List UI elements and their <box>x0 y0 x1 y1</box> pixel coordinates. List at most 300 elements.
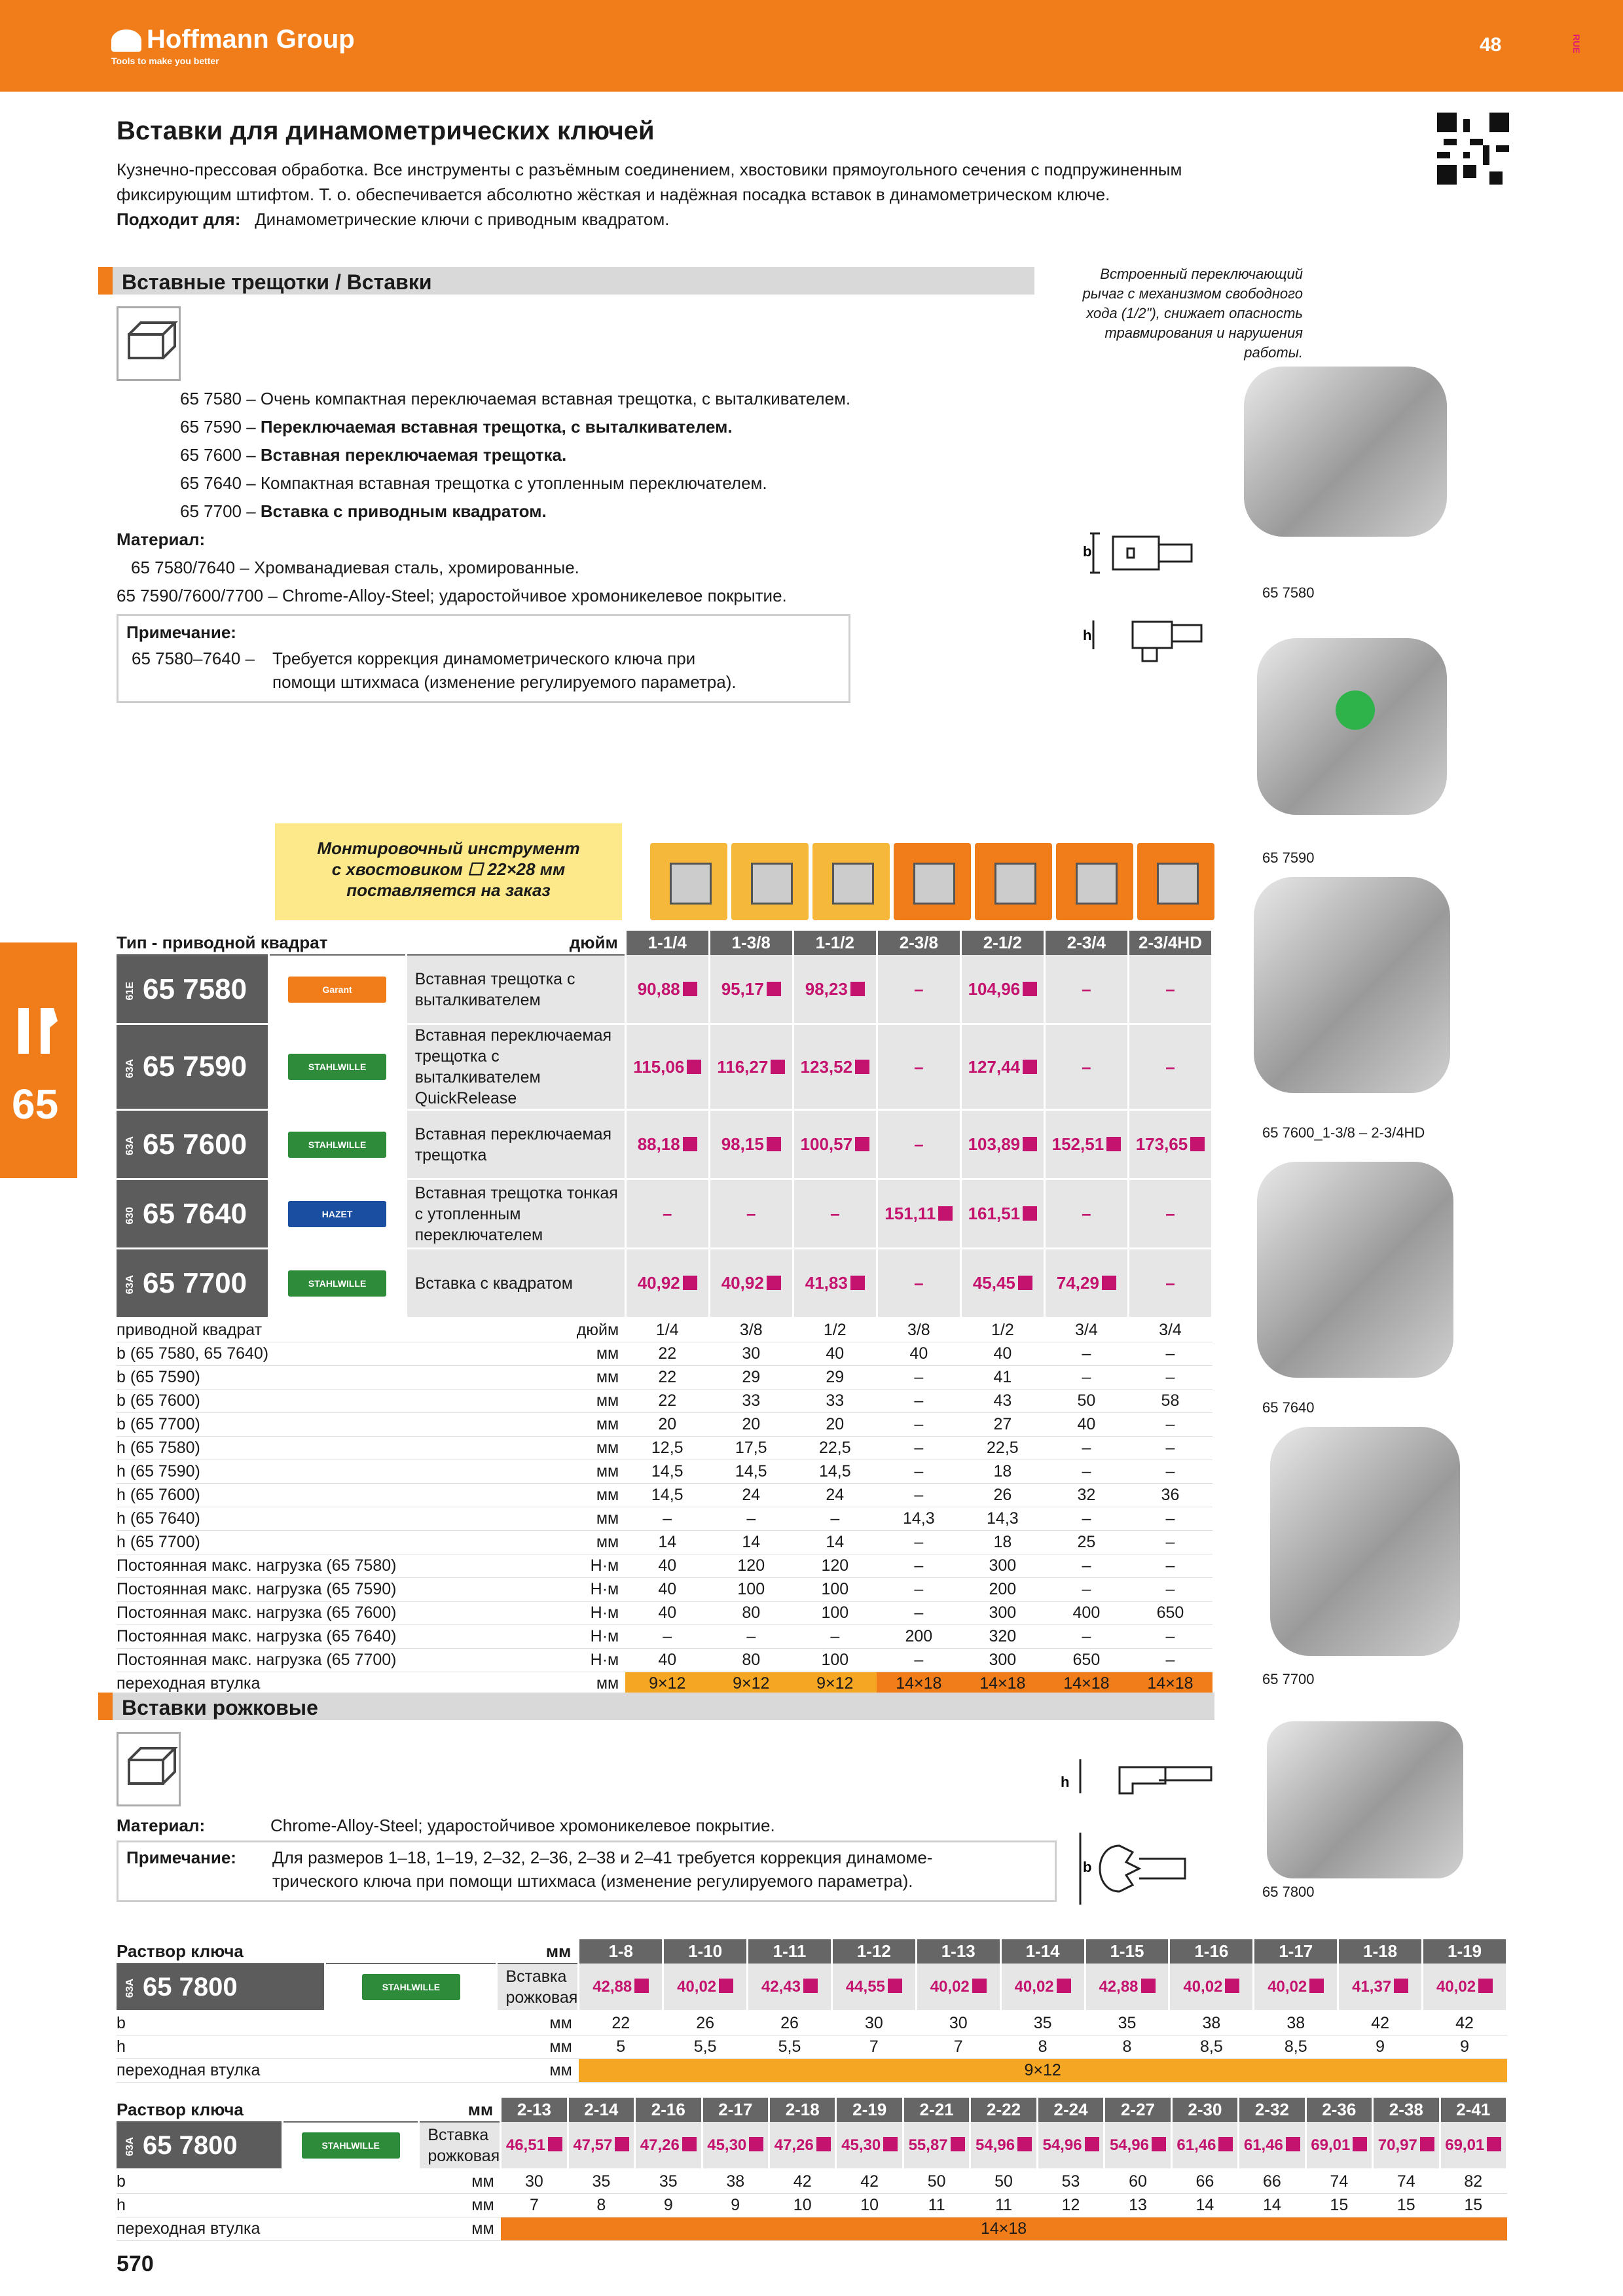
logo-icon <box>111 29 141 52</box>
type-swatch <box>1056 843 1133 920</box>
spec-label: Постоянная макс. нагрузка (65 7590) <box>117 1578 406 1602</box>
brand-cell <box>268 1110 406 1179</box>
spec-value: 7 <box>501 2194 568 2217</box>
spec-value: 14,5 <box>625 1460 709 1484</box>
spec-value: 40 <box>1044 1413 1128 1437</box>
price-value: 161,51 <box>968 1204 1021 1223</box>
spec-value: 200 <box>960 1578 1044 1602</box>
spec-value: 14,3 <box>960 1507 1044 1531</box>
spec-value: 80 <box>709 1649 793 1672</box>
product-image-657800 <box>1267 1721 1463 1878</box>
intro-line-2: фиксирующим штифтом. Т. о. обеспечивается абсолютно жёсткая и надёжная посадка вставок в динамометрическом ключе. <box>117 185 1110 204</box>
spec-unit: мм <box>406 1390 625 1413</box>
spec-value: 120 <box>709 1554 793 1578</box>
spec-value: 9 <box>1338 2036 1423 2059</box>
item-list <box>180 385 850 526</box>
spec-value: 3/8 <box>709 1318 793 1342</box>
column-header: 2-3/4HD <box>1128 931 1212 955</box>
spec-value: 14×18 <box>877 1672 960 1696</box>
spec-value: 27 <box>960 1413 1044 1437</box>
price-cell[interactable] <box>877 1110 960 1179</box>
spec-value: 8,5 <box>1254 2036 1338 2059</box>
spec-value: 22 <box>625 1342 709 1366</box>
stock-marker-icon <box>1394 1979 1408 1993</box>
spec-value: – <box>877 1437 960 1460</box>
spec-value: 22 <box>625 1390 709 1413</box>
open-end-table-1 <box>117 1939 1508 2083</box>
brand-logo: STAHLWILLE <box>362 1974 460 2000</box>
spec-value: 22 <box>625 1366 709 1390</box>
spec-unit: мм <box>406 1460 625 1484</box>
catalog-page-number: 48 <box>1480 34 1502 56</box>
price-cell[interactable] <box>709 955 793 1024</box>
spec-label: h (65 7700) <box>117 1531 406 1554</box>
spec-value: 15 <box>1373 2194 1440 2217</box>
column-header: 1-14 <box>1000 1939 1085 1964</box>
column-header: 2-19 <box>836 2098 903 2122</box>
stock-marker-icon <box>855 1137 869 1151</box>
spec-value: – <box>709 1507 793 1531</box>
product-code[interactable] <box>117 955 268 1024</box>
fits-label: Подходит для: <box>117 209 241 229</box>
product-row[interactable] <box>117 1964 1507 2011</box>
price-cell[interactable] <box>663 1964 748 2011</box>
price-cell[interactable] <box>1128 955 1212 1024</box>
product-number: 65 7640 <box>143 1197 247 1230</box>
brand-logo: STAHLWILLE <box>288 1054 386 1080</box>
price-value: 40,02 <box>930 1977 970 1996</box>
column-header: 2-13 <box>501 2098 568 2122</box>
stock-marker-icon <box>683 1137 697 1151</box>
stock-marker-icon <box>1085 2137 1099 2151</box>
price-cell[interactable] <box>625 1110 709 1179</box>
price-cell[interactable] <box>1044 1179 1128 1249</box>
price-value: 47,26 <box>640 2136 680 2154</box>
price-cell[interactable] <box>793 955 877 1024</box>
spec-value: 8 <box>568 2194 634 2217</box>
spec-value: – <box>877 1484 960 1507</box>
spec-label: h (65 7590) <box>117 1460 406 1484</box>
spec-value: 40 <box>625 1649 709 1672</box>
price-cell[interactable] <box>709 1179 793 1249</box>
spec-value: – <box>1044 1342 1128 1366</box>
column-header: 1-3/8 <box>709 931 793 955</box>
spec-value: – <box>1128 1413 1212 1437</box>
stock-marker-icon <box>1218 2137 1233 2151</box>
table-header-row <box>117 1939 1507 1964</box>
price-value: 61,46 <box>1176 2136 1216 2154</box>
price-value: 54,96 <box>1109 2136 1149 2154</box>
stock-marker-icon <box>850 982 865 996</box>
material-label: Материал: <box>117 529 206 549</box>
price-cell[interactable] <box>1000 1964 1085 2011</box>
note-box <box>117 1840 1057 1902</box>
product-row[interactable] <box>117 1024 1213 1110</box>
spec-value: 14,3 <box>877 1507 960 1531</box>
spec-value: 38 <box>1254 2011 1338 2036</box>
brand-cell <box>268 1249 406 1318</box>
price-cell[interactable] <box>1085 1964 1169 2011</box>
spec-value: – <box>1128 1366 1212 1390</box>
price-cell[interactable] <box>1440 2122 1506 2170</box>
spec-value: 3/4 <box>1128 1318 1212 1342</box>
spec-value: – <box>1044 1460 1128 1484</box>
price-cell[interactable] <box>877 1179 960 1249</box>
spec-value: 66 <box>1171 2170 1238 2194</box>
spec-value: 120 <box>793 1554 877 1578</box>
spec-unit: дюйм <box>406 1318 625 1342</box>
product-code[interactable] <box>117 1024 268 1110</box>
type-swatch <box>812 843 890 920</box>
price-cell[interactable] <box>579 1964 663 2011</box>
price-cell[interactable] <box>1239 2122 1305 2170</box>
price-cell[interactable] <box>970 2122 1037 2170</box>
spec-label: b (65 7600) <box>117 1390 406 1413</box>
product-code[interactable] <box>117 1179 268 1249</box>
price-cell[interactable] <box>793 1179 877 1249</box>
column-header: 2-3/4 <box>1044 931 1128 955</box>
price-cell[interactable] <box>1423 1964 1507 2011</box>
stock-marker-icon <box>1309 1979 1324 1993</box>
spec-value: – <box>877 1531 960 1554</box>
product-row[interactable] <box>117 2122 1507 2170</box>
price-cell[interactable] <box>1128 1024 1212 1110</box>
spec-value: 43 <box>960 1390 1044 1413</box>
rect-shank-icon <box>117 306 181 381</box>
stock-marker-icon <box>771 1060 785 1074</box>
spec-value: 18 <box>960 1460 1044 1484</box>
stock-marker-icon <box>972 1979 987 1993</box>
type-swatch <box>975 843 1052 920</box>
product-code[interactable] <box>117 1110 268 1179</box>
price-cell[interactable] <box>501 2122 568 2170</box>
spec-value: 5,5 <box>663 2036 748 2059</box>
product-prefix: 63A <box>124 2137 136 2157</box>
caption-657590: 65 7590 <box>1262 850 1315 866</box>
price-cell[interactable] <box>625 955 709 1024</box>
product-prefix: 63A <box>124 1136 136 1156</box>
stock-marker-icon <box>1106 1137 1121 1151</box>
price-value: 40,02 <box>1436 1977 1476 1996</box>
spec-value: 42 <box>1423 2011 1507 2036</box>
spec-value: 14 <box>793 1531 877 1554</box>
price-cell[interactable] <box>1044 1249 1128 1318</box>
price-cell[interactable] <box>916 1964 1000 2011</box>
spec-value: – <box>1128 1625 1212 1649</box>
brand-cell <box>268 1179 406 1249</box>
price-cell[interactable] <box>831 1964 916 2011</box>
price-cell[interactable] <box>1373 2122 1440 2170</box>
price-cell[interactable] <box>793 1249 877 1318</box>
price-cell[interactable] <box>635 2122 702 2170</box>
spec-label: h <box>117 2194 419 2217</box>
svg-text:b: b <box>1083 543 1092 560</box>
spec-value: 650 <box>1128 1602 1212 1625</box>
price-cell[interactable] <box>709 1024 793 1110</box>
spec-value: 9 <box>702 2194 769 2217</box>
product-image-657700 <box>1270 1427 1460 1656</box>
product-number: 65 7580 <box>143 973 247 1005</box>
column-header: 1-11 <box>748 1939 832 1964</box>
price-cell[interactable] <box>625 1179 709 1249</box>
spec-label: b (65 7700) <box>117 1413 406 1437</box>
product-prefix: 61E <box>124 981 136 1001</box>
spec-value: – <box>1044 1554 1128 1578</box>
spec-row <box>117 1602 1213 1625</box>
price-value: 123,52 <box>800 1056 853 1077</box>
price-cell[interactable] <box>903 2122 970 2170</box>
price-value: – <box>1082 1056 1091 1077</box>
stock-marker-icon <box>548 2137 562 2151</box>
price-cell[interactable] <box>877 1249 960 1318</box>
spec-label: h (65 7640) <box>117 1507 406 1531</box>
column-header: 2-18 <box>769 2098 835 2122</box>
spec-label: h (65 7600) <box>117 1484 406 1507</box>
price-cell[interactable] <box>1305 2122 1372 2170</box>
price-cell[interactable] <box>1044 1024 1128 1110</box>
callout-text: Встроенный переключающий рычаг с механизмом свободного хода (1/2"), снижает опасность травмирования и нарушения работы. <box>1082 266 1303 361</box>
price-cell[interactable] <box>960 1179 1044 1249</box>
list-item: 65 7580 – Очень компактная переключаемая вставная трещотка, с выталкивателем. <box>180 389 851 408</box>
spec-unit: мм <box>406 1531 625 1554</box>
product-code[interactable] <box>117 2122 282 2170</box>
price-value: – <box>1165 1056 1175 1077</box>
price-value: – <box>914 1273 924 1293</box>
spec-value: 3/8 <box>877 1318 960 1342</box>
spec-value: 60 <box>1104 2170 1171 2194</box>
svg-text:b: b <box>1083 1859 1092 1875</box>
price-cell[interactable] <box>877 1024 960 1110</box>
price-cell[interactable] <box>1254 1964 1338 2011</box>
material-value: Chrome-Alloy-Steel; ударостойчивое хромоникелевое покрытие. <box>270 1816 775 1835</box>
note-line-2: трического ключа при помощи штихмаса (изменение регулируемого параметра). <box>272 1871 913 1891</box>
price-cell[interactable] <box>748 1964 832 2011</box>
stock-marker-icon <box>1353 2137 1367 2151</box>
column-header: 1-10 <box>663 1939 748 1964</box>
price-cell[interactable] <box>769 2122 835 2170</box>
spec-value: 17,5 <box>709 1437 793 1460</box>
column-header: 1-16 <box>1169 1939 1254 1964</box>
spec-value: 7 <box>831 2036 916 2059</box>
brand-cell <box>325 1964 497 2011</box>
spec-value: 30 <box>831 2011 916 2036</box>
stock-marker-icon <box>1023 1206 1037 1221</box>
column-header: 1-12 <box>831 1939 916 1964</box>
product-row[interactable] <box>117 955 1213 1024</box>
stock-marker-icon <box>1023 1137 1037 1151</box>
stock-marker-icon <box>1225 1979 1239 1993</box>
spec-value: 100 <box>793 1578 877 1602</box>
brand-cell <box>268 955 406 1024</box>
price-value: – <box>663 1204 672 1223</box>
spec-value: – <box>877 1460 960 1484</box>
price-value: 54,96 <box>1042 2136 1082 2154</box>
price-cell[interactable] <box>1128 1110 1212 1179</box>
column-header: 2-22 <box>970 2098 1037 2122</box>
column-header: 1-1/4 <box>625 931 709 955</box>
stock-marker-icon <box>883 2137 898 2151</box>
price-cell[interactable] <box>1037 2122 1104 2170</box>
type-swatch <box>1137 843 1214 920</box>
price-value: – <box>914 978 924 999</box>
price-value: 44,55 <box>845 1977 885 1996</box>
spec-value: 320 <box>960 1625 1044 1649</box>
spec-value: 100 <box>793 1649 877 1672</box>
price-cell[interactable] <box>836 2122 903 2170</box>
price-cell[interactable] <box>793 1024 877 1110</box>
spec-value: 3/4 <box>1044 1318 1128 1342</box>
spec-value: 5 <box>579 2036 663 2059</box>
price-value: 40,02 <box>1183 1977 1223 1996</box>
price-cell[interactable] <box>1128 1179 1212 1249</box>
price-cell[interactable] <box>1104 2122 1171 2170</box>
spec-value: 14×18 <box>1044 1672 1128 1696</box>
spec-value: 40 <box>793 1342 877 1366</box>
price-value: 45,30 <box>841 2136 881 2154</box>
price-cell[interactable] <box>960 1110 1044 1179</box>
column-header: 2-32 <box>1239 2098 1305 2122</box>
header-label: Раствор ключа <box>117 2098 419 2122</box>
price-cell[interactable] <box>1128 1249 1212 1318</box>
note-line-1: Для размеров 1–18, 1–19, 2–32, 2–36, 2–38 и 2–41 требуется коррекция динамоме- <box>272 1848 933 1867</box>
product-image-657580 <box>1244 367 1447 537</box>
price-cell[interactable] <box>960 1249 1044 1318</box>
spec-value: – <box>793 1625 877 1649</box>
qr-code-icon[interactable] <box>1437 113 1509 185</box>
price-cell[interactable] <box>625 1024 709 1110</box>
spec-row <box>117 2217 1507 2241</box>
product-row[interactable] <box>117 1110 1213 1179</box>
note-label: Примечание: <box>126 1848 236 1867</box>
spec-row <box>117 1437 1213 1460</box>
spec-unit: Н·м <box>406 1578 625 1602</box>
stock-marker-icon <box>1487 2137 1501 2151</box>
spec-value: 14 <box>1171 2194 1238 2217</box>
spec-value: 50 <box>903 2170 970 2194</box>
price-cell[interactable] <box>793 1110 877 1179</box>
spec-value: 9×12 <box>793 1672 877 1696</box>
brand-logo: STAHLWILLE <box>288 1132 386 1158</box>
price-value: 42,43 <box>761 1977 801 1996</box>
spec-value: 35 <box>1000 2011 1085 2036</box>
product-code[interactable] <box>117 1249 268 1318</box>
spec-label: переходная втулка <box>117 1672 406 1696</box>
spec-value: 33 <box>709 1390 793 1413</box>
spec-value: 24 <box>709 1484 793 1507</box>
price-value: 40,02 <box>1267 1977 1307 1996</box>
stock-marker-icon <box>767 1137 781 1151</box>
spec-value: 14×18 <box>1128 1672 1212 1696</box>
price-cell[interactable] <box>960 1024 1044 1110</box>
spec-label: Постоянная макс. нагрузка (65 7640) <box>117 1625 406 1649</box>
caption-657640: 65 7640 <box>1262 1399 1315 1416</box>
spec-label: b <box>117 2011 497 2036</box>
table-header-row <box>117 2098 1507 2122</box>
spec-value: – <box>877 1390 960 1413</box>
stock-marker-icon <box>1420 2137 1434 2151</box>
spec-value: 650 <box>1044 1649 1128 1672</box>
price-value: 173,65 <box>1135 1134 1188 1154</box>
column-header: 2-14 <box>568 2098 634 2122</box>
spec-value: 5,5 <box>748 2036 832 2059</box>
spec-label: h (65 7580) <box>117 1437 406 1460</box>
spec-value: 74 <box>1373 2170 1440 2194</box>
page-title: Вставки для динамометрических ключей <box>117 117 655 145</box>
stock-marker-icon <box>719 1979 733 1993</box>
spec-value: – <box>1128 1437 1212 1460</box>
brand-logo: STAHLWILLE <box>288 1270 386 1297</box>
price-cell[interactable] <box>960 955 1044 1024</box>
price-cell[interactable] <box>709 1249 793 1318</box>
spec-value: – <box>877 1602 960 1625</box>
spec-label: b (65 7580, 65 7640) <box>117 1342 406 1366</box>
spec-label: h <box>117 2036 497 2059</box>
price-cell[interactable] <box>877 955 960 1024</box>
price-value: 151,11 <box>884 1204 936 1223</box>
price-cell[interactable] <box>1044 955 1128 1024</box>
spec-value: 42 <box>836 2170 903 2194</box>
price-cell[interactable] <box>625 1249 709 1318</box>
price-cell[interactable] <box>1338 1964 1423 2011</box>
spec-value: – <box>1128 1531 1212 1554</box>
spec-value: – <box>877 1413 960 1437</box>
spec-value: 1/2 <box>793 1318 877 1342</box>
price-cell[interactable] <box>709 1110 793 1179</box>
spec-value: – <box>625 1625 709 1649</box>
price-value: 116,27 <box>717 1056 769 1077</box>
sleeve-value: 9×12 <box>579 2059 1507 2083</box>
spec-value: 40 <box>625 1578 709 1602</box>
price-value: 46,51 <box>505 2136 545 2154</box>
price-cell[interactable] <box>1171 2122 1238 2170</box>
spec-value: 14 <box>1239 2194 1305 2217</box>
product-code[interactable] <box>117 1964 325 2011</box>
chapter-number: 65 <box>12 1081 59 1128</box>
type-swatch <box>731 843 809 920</box>
price-cell[interactable] <box>1169 1964 1254 2011</box>
product-number: 65 7800 <box>143 2130 238 2160</box>
logo-tagline: Tools to make you better <box>111 56 219 66</box>
stock-marker-icon <box>855 1060 869 1074</box>
price-cell[interactable] <box>568 2122 634 2170</box>
stock-marker-icon <box>682 2137 697 2151</box>
column-header: 2-16 <box>635 2098 702 2122</box>
material-line-2: 65 7590/7600/7700 – Chrome-Alloy-Steel; ударостойчивое хромоникелевое покрытие. <box>117 586 787 605</box>
section-title-open-end: Вставки рожковые <box>122 1696 318 1719</box>
price-cell[interactable] <box>702 2122 769 2170</box>
spec-value: – <box>1128 1554 1212 1578</box>
column-header: 1-1/2 <box>793 931 877 955</box>
chapter-side-tab[interactable] <box>0 942 77 1178</box>
price-value: 40,92 <box>721 1273 764 1293</box>
product-row[interactable] <box>117 1179 1213 1249</box>
caption-657700: 65 7700 <box>1262 1671 1315 1687</box>
price-cell[interactable] <box>1044 1110 1128 1179</box>
spec-value: 100 <box>709 1578 793 1602</box>
price-value: 88,18 <box>637 1134 680 1154</box>
spec-row <box>117 1578 1213 1602</box>
spec-value: 8,5 <box>1169 2036 1254 2059</box>
spec-row <box>117 2011 1507 2036</box>
product-row[interactable] <box>117 1249 1213 1318</box>
page-number: 570 <box>117 2251 154 2276</box>
spec-row <box>117 2059 1507 2083</box>
spec-label: переходная втулка <box>117 2217 419 2241</box>
spec-row <box>117 2170 1507 2194</box>
language-code: RUE <box>1571 34 1582 54</box>
price-value: 115,06 <box>633 1056 685 1077</box>
spec-value: 8 <box>1085 2036 1169 2059</box>
